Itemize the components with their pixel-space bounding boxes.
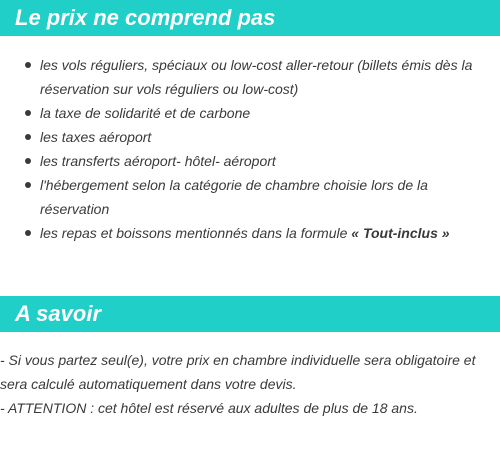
list-item-meals-text: les repas et boissons mentionnés dans la formule [40,225,352,241]
formula-name: « Tout-inclus » [351,225,450,241]
savoir-paragraph: - Si vous partez seul(e), votre prix en chambre individuelle sera obligatoire et sera calculé automatiquement dans votre devis. [0,352,476,392]
list-item-meals [40,221,490,245]
excluded-list [0,53,490,245]
list-item: l'hébergement selon la catégorie de chambre choisie lors de la réservation [40,173,490,221]
section-title-savoir: A savoir [0,296,500,332]
savoir-text [0,348,495,420]
list-item: les transferts aéroport- hôtel- aéroport [40,149,490,173]
section-title-excluded: Le prix ne comprend pas [0,0,500,36]
list-item: les taxes aéroport [40,125,490,149]
savoir-paragraph: - ATTENTION : cet hôtel est réservé aux adultes de plus de 18 ans. [0,400,418,416]
list-item: la taxe de solidarité et de carbone [40,101,490,125]
list-item: les vols réguliers, spéciaux ou low-cost aller-retour (billets émis dès la réservation sur vols réguliers ou low-cost) [40,53,490,101]
